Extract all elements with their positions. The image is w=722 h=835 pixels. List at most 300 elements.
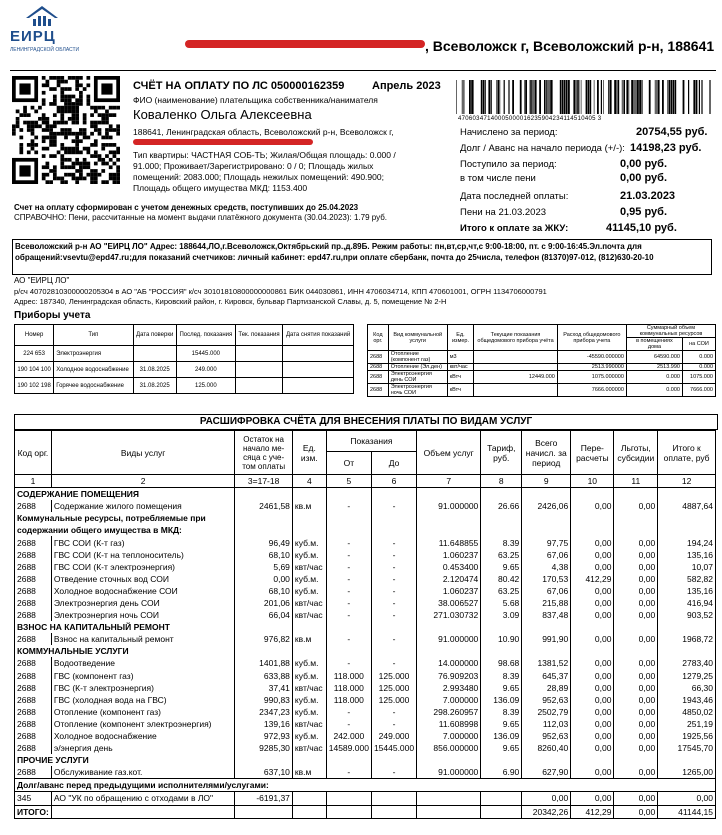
column-numbers-row — [15, 475, 716, 488]
total-due: 135,16 — [658, 585, 716, 597]
service-row — [15, 670, 716, 682]
column-header: До — [371, 452, 416, 475]
device-check-date — [133, 346, 176, 362]
column-header: Код орг. — [368, 325, 389, 351]
empty-cell — [292, 524, 326, 536]
unit: квт/час — [292, 682, 326, 694]
service-name: Обслуживание газ.кот. — [51, 766, 235, 779]
cell: Отопление (Эл.ден) — [388, 364, 447, 371]
opening-balance: 68,10 — [235, 585, 293, 597]
column-number: 6 — [371, 475, 416, 488]
column-number: 8 — [481, 475, 522, 488]
service-row — [15, 561, 716, 573]
reading-to: - — [371, 609, 416, 621]
empty-cell — [417, 524, 481, 536]
unit: квт/час — [292, 609, 326, 621]
volume: 7.000000 — [417, 694, 481, 706]
charged: 8260,40 — [522, 742, 571, 754]
service-name: Отопление (компонент электроэнергия) — [51, 718, 235, 730]
bill-title: СЧЁТ НА ОПЛАТУ ПО ЛС 050000162359 — [133, 80, 345, 92]
service-name: АО "УК по обращению с отходами в ЛО" — [51, 792, 235, 805]
recalculation: 0,00 — [571, 549, 614, 561]
table-row — [15, 362, 354, 378]
summary-value: 21.03.2023 — [620, 190, 676, 202]
empty-cell — [481, 645, 522, 657]
logo-name: ЕИРЦ — [10, 28, 56, 45]
unit: куб.м. — [292, 706, 326, 718]
column-header: Ед. измер. — [447, 325, 474, 351]
reading-to — [371, 805, 416, 818]
total-due: 903,52 — [658, 609, 716, 621]
benefits: 0,00 — [614, 597, 658, 609]
device-number: 190 104 100 — [15, 362, 54, 378]
empty-cell — [571, 621, 614, 633]
benefits: 0,00 — [614, 633, 658, 645]
org-code: 2688 — [15, 670, 52, 682]
empty-cell — [614, 754, 658, 766]
unit: кв.м — [292, 766, 326, 779]
empty-cell — [417, 754, 481, 766]
org-code: 2688 — [15, 633, 52, 645]
total-due: 2783,40 — [658, 657, 716, 669]
charged: 215,88 — [522, 597, 571, 609]
tariff: 136.09 — [481, 730, 522, 742]
empty-cell — [571, 512, 614, 524]
table-row — [368, 364, 716, 371]
reading-from: - — [326, 609, 371, 621]
reading-to: - — [371, 561, 416, 573]
charged: 952,63 — [522, 694, 571, 706]
empty-cell — [658, 621, 716, 633]
redacted-mark — [133, 139, 313, 145]
service-row — [15, 536, 716, 548]
empty-cell — [371, 645, 416, 657]
org-address: Адрес: 187340, Ленинградская область, Кировский район, г. Кировск, бульвар Партизанской Славы, д. 5, помещение № 2-Н — [14, 297, 447, 306]
section-title: Коммунальные ресурсы, потребляемые при — [15, 512, 235, 524]
fio-label: ФИО (наименование) плательщика собственника/нанимателя — [133, 95, 378, 105]
total-due: 10,07 — [658, 561, 716, 573]
apartment-info: Тип квартиры: ЧАСТНАЯ СОБ-ТЬ; Жилая/Общая площадь: 0.000 / 91.000; Проживает/Зарегистрировано: 0 / 0; Площадь жилых помещений: 2083.000; Площадь нежилых помещений: 490.900; Площадь общего имущества МКД: 1153.400 — [133, 150, 396, 193]
charged: 67,06 — [522, 585, 571, 597]
benefits: 0,00 — [614, 670, 658, 682]
benefits: 0,00 — [614, 742, 658, 754]
service-name: ГВС СОИ (К-т на теплоноситель) — [51, 549, 235, 561]
table-row — [368, 351, 716, 364]
devices-table — [14, 324, 354, 394]
total-due: 582,82 — [658, 573, 716, 585]
cell: кВтч — [447, 371, 474, 384]
tariff: 136.09 — [481, 694, 522, 706]
service-name: э/энергия день — [51, 742, 235, 754]
service-row — [15, 718, 716, 730]
debt-header-row — [15, 779, 716, 792]
unit: квт/час — [292, 742, 326, 754]
volume: 271.030732 — [417, 609, 481, 621]
total-due: 1943,46 — [658, 694, 716, 706]
unit: квт/час — [292, 718, 326, 730]
summary-value: 0,95 руб. — [620, 206, 668, 218]
opening-balance: 1401,88 — [235, 657, 293, 669]
breakdown-table — [14, 430, 716, 819]
service-name: Электроэнергия ночь СОИ — [51, 609, 235, 621]
org-code: 2688 — [15, 682, 52, 694]
recalculation: 412,29 — [571, 805, 614, 818]
service-row — [15, 730, 716, 742]
benefits: 0,00 — [614, 694, 658, 706]
empty-cell — [326, 621, 371, 633]
tariff: 8.39 — [481, 706, 522, 718]
device-last-reading: 249.000 — [176, 362, 235, 378]
service-name: Электроэнергия день СОИ — [51, 597, 235, 609]
summary-label: Начислено за период: — [460, 127, 558, 138]
tariff — [481, 792, 522, 805]
recalculation: 0,00 — [571, 670, 614, 682]
org-name: АО "ЕИРЦ ЛО" — [14, 276, 70, 285]
empty-cell — [481, 524, 522, 536]
column-number: 4 — [292, 475, 326, 488]
column-header: в помещениях дома — [626, 338, 682, 351]
total-due: 4887,64 — [658, 500, 716, 512]
reading-from: - — [326, 585, 371, 597]
column-header: Дата поверки — [133, 325, 176, 346]
device-type: Горячее водоснабжение — [54, 378, 133, 394]
empty-cell — [235, 488, 293, 501]
unit: куб.м. — [292, 536, 326, 548]
empty-cell — [371, 488, 416, 501]
org-code: 2688 — [15, 561, 52, 573]
debt-row — [15, 792, 716, 805]
reading-from: - — [326, 633, 371, 645]
table-row — [15, 346, 354, 362]
empty-cell — [292, 512, 326, 524]
section-header-row — [15, 488, 716, 501]
reading-to: - — [371, 706, 416, 718]
reading-from: - — [326, 597, 371, 609]
recalculation: 0,00 — [571, 536, 614, 548]
service-name: Взнос на капитальный ремонт — [51, 633, 235, 645]
benefits: 0,00 — [614, 682, 658, 694]
service-name: Отопление (компонент газ) — [51, 706, 235, 718]
column-number: 1 — [15, 475, 52, 488]
org-code: 2688 — [15, 657, 52, 669]
total-due: 1279,25 — [658, 670, 716, 682]
empty-cell — [235, 512, 293, 524]
column-header: Объем услуг — [417, 431, 481, 475]
cell: 7666.000000 — [557, 384, 626, 397]
empty-cell — [571, 645, 614, 657]
table-row — [368, 371, 716, 384]
service-name: Холодное водоснабжение СОИ — [51, 585, 235, 597]
service-name: Отведение сточных вод СОИ — [51, 573, 235, 585]
reading-from: - — [326, 549, 371, 561]
opening-balance: 972,93 — [235, 730, 293, 742]
unit: куб.м. — [292, 549, 326, 561]
cell: 12449.000 — [474, 371, 558, 384]
cell: Отопление (компонент газ) — [388, 351, 447, 364]
empty-cell — [522, 488, 571, 501]
cell: 2688 — [368, 351, 389, 364]
cell: 0.000 — [626, 384, 682, 397]
opening-balance: 9285,30 — [235, 742, 293, 754]
total-due: 4850,02 — [658, 706, 716, 718]
empty-cell — [481, 754, 522, 766]
volume: 11.648855 — [417, 536, 481, 548]
cell: 2513.990 — [626, 364, 682, 371]
opening-balance: 37,41 — [235, 682, 293, 694]
volume: 1.060237 — [417, 549, 481, 561]
service-name: ГВС СОИ (К-т газ) — [51, 536, 235, 548]
tariff: 9.65 — [481, 682, 522, 694]
org-code: 2688 — [15, 597, 52, 609]
service-name — [51, 805, 235, 818]
opening-balance: 637,10 — [235, 766, 293, 779]
empty-cell — [417, 621, 481, 633]
volume — [417, 805, 481, 818]
charged: 170,53 — [522, 573, 571, 585]
volume — [417, 792, 481, 805]
org-bank: р/сч 40702810300000205304 в АО "АБ "РОССИЯ" к/сч 30101810800000000861 БИК 044030861, ИНН 4706034714, КПП 470601001, ОГРН 1134706000791 — [14, 287, 547, 296]
reading-to: 125.000 — [371, 682, 416, 694]
total-due: 0,00 — [658, 792, 716, 805]
volume: 856.000000 — [417, 742, 481, 754]
device-last-reading: 125.000 — [176, 378, 235, 394]
empty-cell — [522, 754, 571, 766]
service-row — [15, 694, 716, 706]
breakdown-title: РАСШИФРОВКА СЧЁТА ДЛЯ ВНЕСЕНИЯ ПЛАТЫ ПО ВИДАМ УСЛУГ — [14, 414, 718, 430]
cell: квт/час — [447, 364, 474, 371]
tariff: 8.39 — [481, 670, 522, 682]
column-header: Послед. показания — [176, 325, 235, 346]
benefits: 0,00 — [614, 585, 658, 597]
empty-cell — [235, 524, 293, 536]
empty-cell — [371, 754, 416, 766]
service-row — [15, 742, 716, 754]
tariff: 63.25 — [481, 585, 522, 597]
unit: кв.м — [292, 633, 326, 645]
unit: куб.м. — [292, 730, 326, 742]
org-code: 2688 — [15, 585, 52, 597]
empty-cell — [292, 645, 326, 657]
section-header-row — [15, 524, 716, 536]
total-due: 41144,15 — [658, 805, 716, 818]
charged: 0,00 — [522, 792, 571, 805]
barcode-number: 47060347140005000016235904234114510405 3 — [458, 116, 602, 122]
reading-from: - — [326, 536, 371, 548]
barcode — [456, 80, 711, 114]
column-header: Показания — [326, 431, 416, 452]
opening-balance: 5,69 — [235, 561, 293, 573]
column-header: Всего начисл. за период — [522, 431, 571, 475]
org-code: 2688 — [15, 766, 52, 779]
house-icon — [22, 4, 62, 30]
benefits: 0,00 — [614, 657, 658, 669]
recalculation: 0,00 — [571, 500, 614, 512]
empty-cell — [235, 621, 293, 633]
cell: м3 — [447, 351, 474, 364]
charged: 2426,06 — [522, 500, 571, 512]
volume: 298.260957 — [417, 706, 481, 718]
empty-cell — [371, 621, 416, 633]
formed-note: Счет на оплату сформирован с учетом денежных средств, поступивших до 25.04.2023 — [14, 203, 359, 212]
charged: 1381,52 — [522, 657, 571, 669]
reference-note: СПРАВОЧНО: Пени, рассчитанные на момент выдачи платёжного документа (30.04.2023): 1.79 руб. — [14, 213, 388, 222]
opening-balance: 66,04 — [235, 609, 293, 621]
redacted-mark — [185, 40, 425, 48]
recalculation: 0,00 — [571, 561, 614, 573]
column-header: Расход общедомового прибора учета — [557, 325, 626, 351]
empty-cell — [235, 754, 293, 766]
recalculation: 0,00 — [571, 792, 614, 805]
tariff — [481, 805, 522, 818]
total-label: ИТОГО: — [15, 805, 52, 818]
tariff: 10.90 — [481, 633, 522, 645]
summary-value: 20754,55 руб. — [636, 126, 708, 138]
cell — [474, 384, 558, 397]
volume: 2.120474 — [417, 573, 481, 585]
column-number: 10 — [571, 475, 614, 488]
column-header: Дата снятия показаний — [283, 325, 354, 346]
opening-balance: 201,06 — [235, 597, 293, 609]
reading-from: - — [326, 561, 371, 573]
empty-cell — [235, 645, 293, 657]
tariff: 3.09 — [481, 609, 522, 621]
unit — [292, 805, 326, 818]
cell — [474, 364, 558, 371]
logo-subtitle: ЛЕНИНГРАДСКОЙ ОБЛАСТИ — [10, 47, 80, 53]
recalculation: 0,00 — [571, 718, 614, 730]
charged: 28,89 — [522, 682, 571, 694]
empty-cell — [614, 512, 658, 524]
service-name: ГВС (компонент газ) — [51, 670, 235, 682]
reading-to: - — [371, 633, 416, 645]
total-due: 17545,70 — [658, 742, 716, 754]
summary-total: 41145,10 руб. — [606, 222, 677, 234]
tariff: 63.25 — [481, 549, 522, 561]
empty-cell — [571, 754, 614, 766]
section-header-row — [15, 645, 716, 657]
unit: куб.м. — [292, 585, 326, 597]
empty-cell — [658, 524, 716, 536]
column-header: Виды услуг — [51, 431, 235, 475]
empty-cell — [417, 645, 481, 657]
bill-period: Апрель 2023 — [372, 80, 441, 92]
empty-cell — [522, 512, 571, 524]
empty-cell — [614, 621, 658, 633]
empty-cell — [417, 512, 481, 524]
section-title: СОДЕРЖАНИЕ ПОМЕЩЕНИЯ — [15, 488, 235, 501]
empty-cell — [522, 524, 571, 536]
empty-cell — [371, 512, 416, 524]
reading-from: 242.000 — [326, 730, 371, 742]
empty-cell — [658, 754, 716, 766]
summary-label: Поступило за период: — [460, 159, 557, 170]
column-header: на СОИ — [682, 338, 715, 351]
service-row — [15, 573, 716, 585]
service-name: ГВС (холодная вода на ГВС) — [51, 694, 235, 706]
device-number: 224 653 — [15, 346, 54, 362]
volume: 91.000000 — [417, 633, 481, 645]
section-title: ВЗНОС НА КАПИТАЛЬНЫЙ РЕМОНТ — [15, 621, 235, 633]
service-row — [15, 597, 716, 609]
column-header: Номер — [15, 325, 54, 346]
recalculation: 0,00 — [571, 609, 614, 621]
volume: 0.453400 — [417, 561, 481, 573]
org-contacts: Всеволожский р-н АО "ЕИРЦ ЛО" Адрес: 188644,ЛО,г.Всеволожск,Октябрьский пр.,д.89Б. Режим работы: пн,вт,ср,чт,с 9:00-18:00, пт. с 9:00-16:45.Эл.почта для обращений:vsevtu@epd47.ru;для показаний счетчиков: личный кабинет: epd47.ru,при оплате сбербанк, почта до 25числа, телефон (81370)97-012, (812)630-20-10 — [12, 239, 712, 275]
tariff: 9.65 — [481, 742, 522, 754]
reading-from: - — [326, 573, 371, 585]
empty-cell — [522, 645, 571, 657]
org-code: 2688 — [15, 742, 52, 754]
empty-cell — [658, 645, 716, 657]
charged: 2502,79 — [522, 706, 571, 718]
recalculation: 0,00 — [571, 633, 614, 645]
summary-value: 14198,23 руб. — [630, 142, 702, 154]
reading-from: 118.000 — [326, 682, 371, 694]
reading-to: 249.000 — [371, 730, 416, 742]
reading-from: 118.000 — [326, 670, 371, 682]
column-header: Код орг. — [15, 431, 52, 475]
cell: 1075.000000 — [557, 371, 626, 384]
total-due: 1265,00 — [658, 766, 716, 779]
unit — [292, 792, 326, 805]
cell: 0.000 — [682, 364, 715, 371]
opening-balance: 68,10 — [235, 549, 293, 561]
cell: 2688 — [368, 371, 389, 384]
opening-balance: 139,16 — [235, 718, 293, 730]
device-current-reading — [235, 346, 282, 362]
section-title: КОММУНАЛЬНЫЕ УСЛУГИ — [15, 645, 235, 657]
column-header: Ед. изм. — [292, 431, 326, 475]
section-header-row — [15, 512, 716, 524]
charged: 991,90 — [522, 633, 571, 645]
column-number: 2 — [51, 475, 235, 488]
column-header: Итого к оплате, руб — [658, 431, 716, 475]
summary-value: 0,00 руб. — [620, 172, 668, 184]
volume: 91.000000 — [417, 500, 481, 512]
cell: Электроэнергия день СОИ — [388, 371, 447, 384]
opening-balance: 633,88 — [235, 670, 293, 682]
reading-from: 14589.000 — [326, 742, 371, 754]
column-header: Текущие показания общедомового прибора учёта — [474, 325, 558, 351]
org-code: 2688 — [15, 536, 52, 548]
empty-cell — [658, 488, 716, 501]
charged: 4,38 — [522, 561, 571, 573]
cell: 2688 — [368, 384, 389, 397]
column-header: Пере-расчеты — [571, 431, 614, 475]
debt-title: Долг/аванс перед предыдущими исполнителями/услугами: — [15, 779, 716, 792]
summary-label: Итого к оплате за ЖКУ: — [460, 223, 569, 234]
service-row — [15, 549, 716, 561]
column-header: Льготы, субсидии — [614, 431, 658, 475]
column-number: 7 — [417, 475, 481, 488]
tariff: 8.39 — [481, 536, 522, 548]
empty-cell — [658, 512, 716, 524]
summary-label: Пени на 21.03.2023 — [460, 207, 547, 218]
cell: 64590.000 — [626, 351, 682, 364]
total-row — [15, 805, 716, 818]
total-due: 1968,72 — [658, 633, 716, 645]
service-row — [15, 609, 716, 621]
table-row — [368, 384, 716, 397]
total-due: 135,16 — [658, 549, 716, 561]
empty-cell — [292, 488, 326, 501]
device-current-reading — [235, 378, 282, 394]
reading-from: - — [326, 766, 371, 779]
benefits: 0,00 — [614, 766, 658, 779]
device-number: 190 102 198 — [15, 378, 54, 394]
reading-to: 125.000 — [371, 694, 416, 706]
service-name: ГВС СОИ (К-т электроэнергия) — [51, 561, 235, 573]
